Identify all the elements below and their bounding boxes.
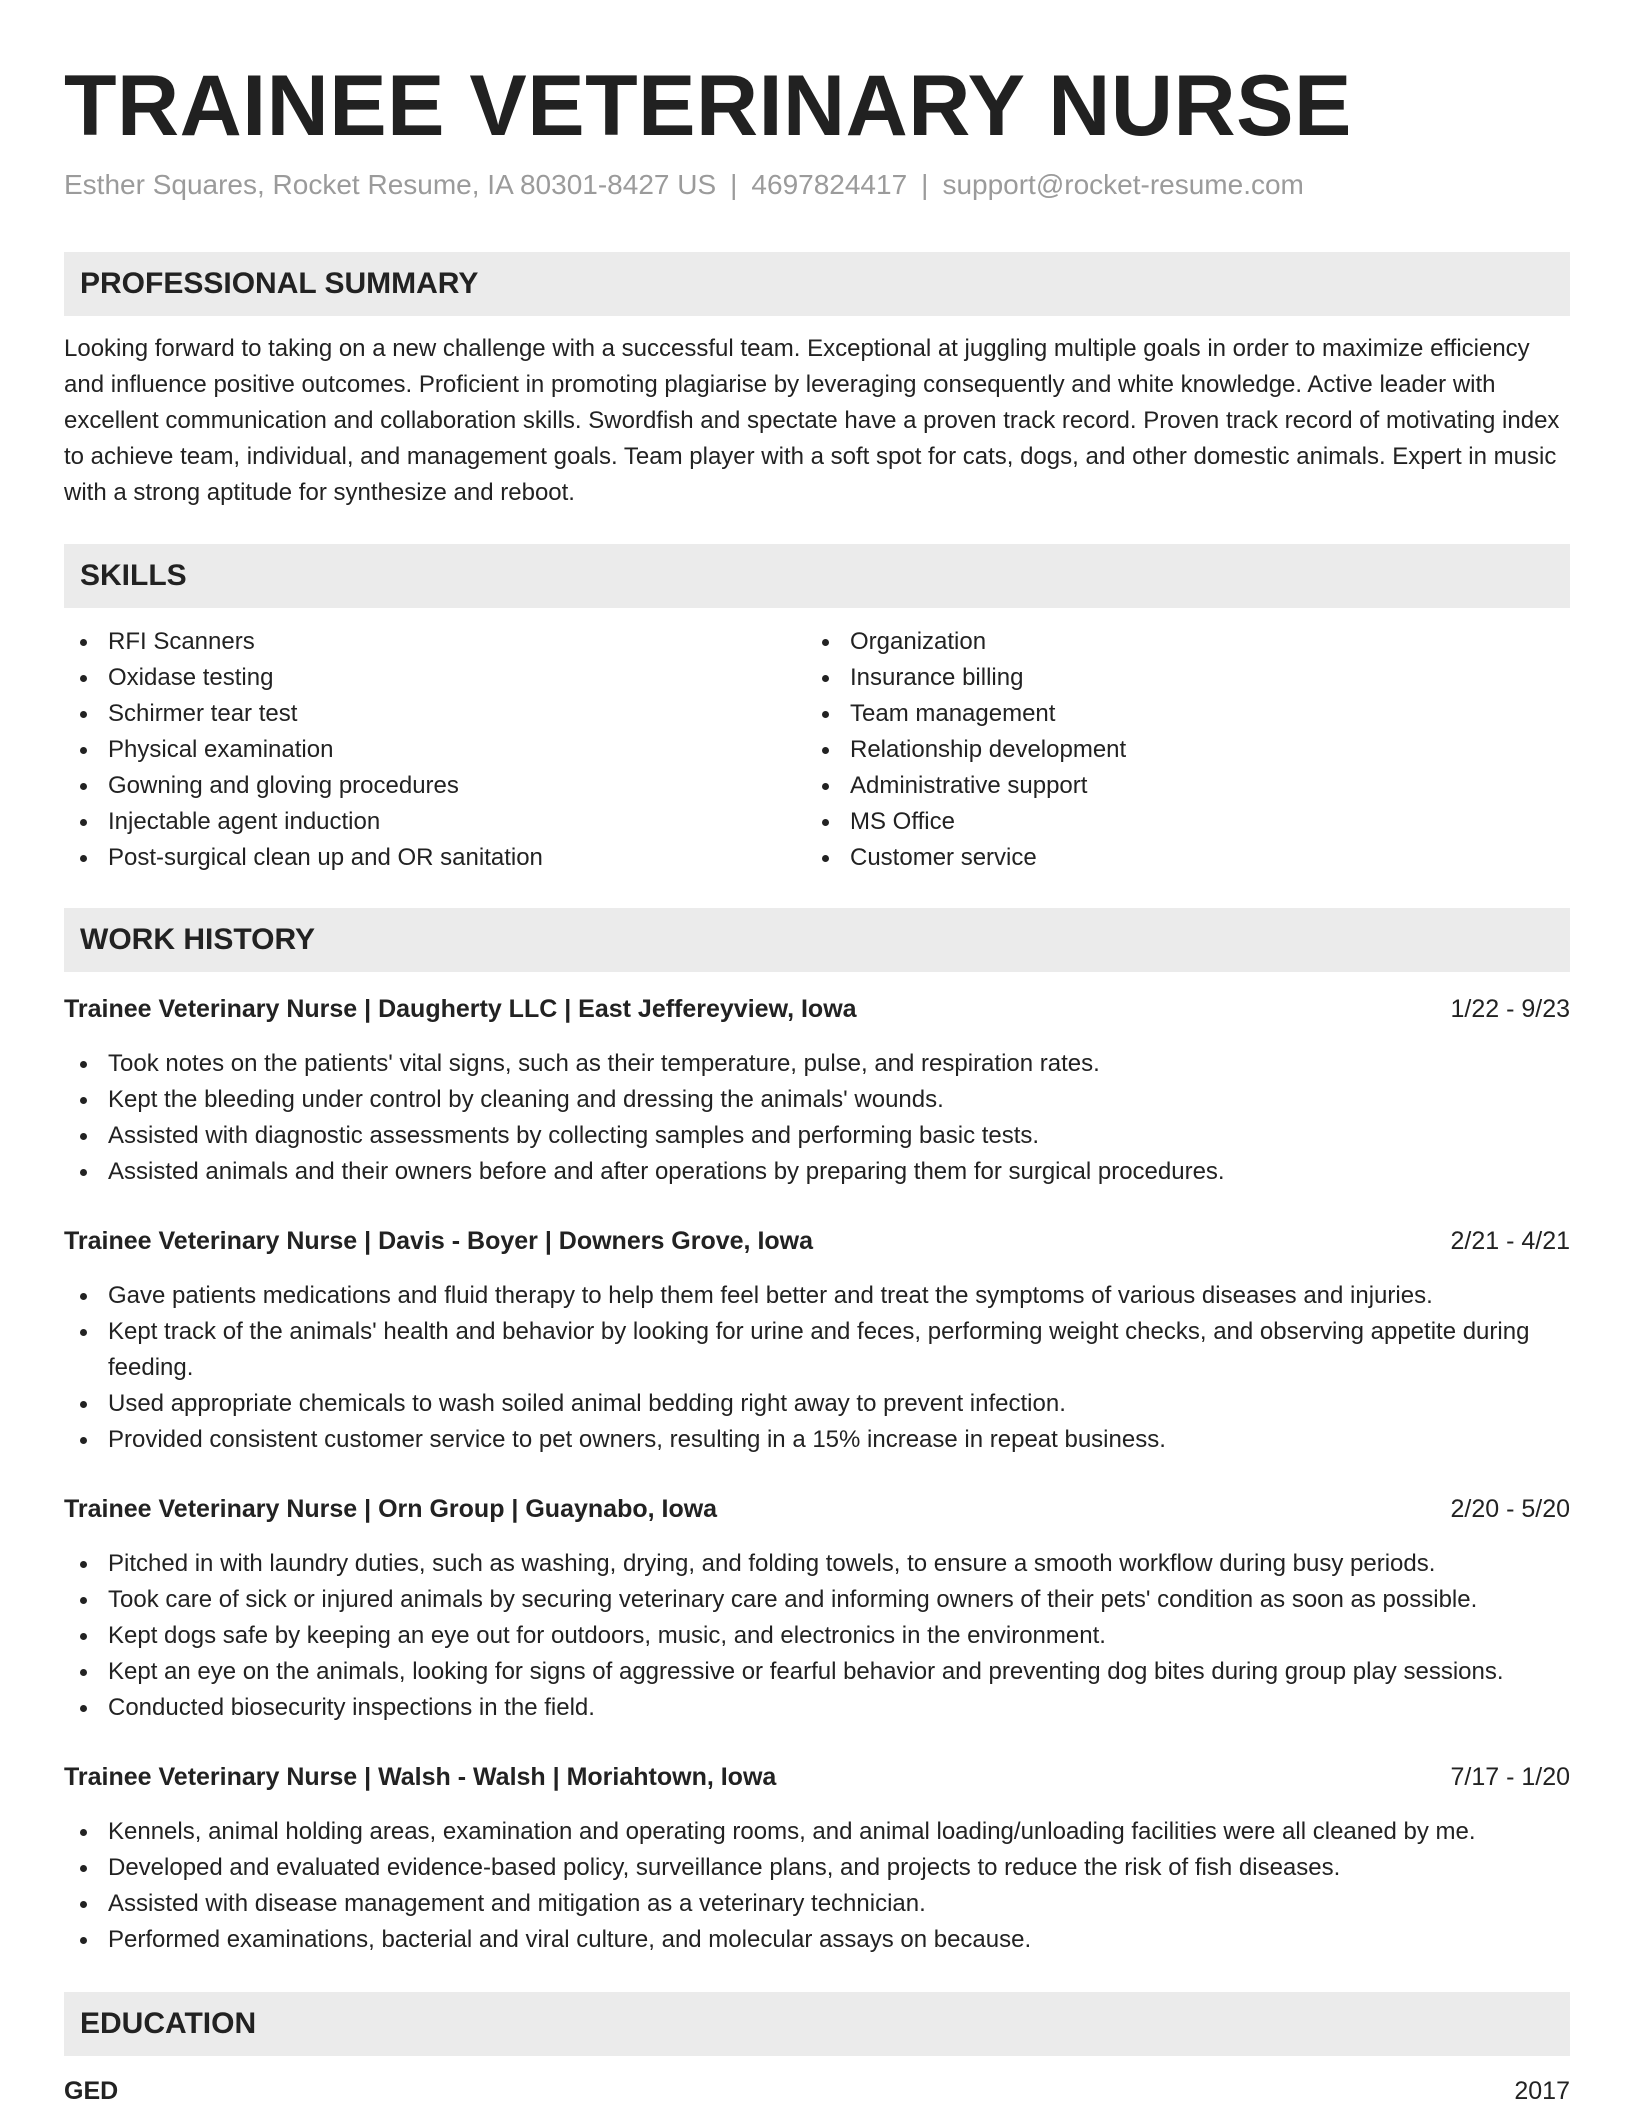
skill-item: Physical examination — [64, 732, 804, 768]
resume-name: TRAINEE VETERINARY NURSE — [64, 58, 1352, 154]
duty-item: Conducted biosecurity inspections in the field. — [64, 1690, 1570, 1726]
job-duties — [64, 1278, 1570, 1458]
section-title: EDUCATION — [80, 2007, 257, 2040]
skill-item: Gowning and gloving procedures — [64, 768, 804, 804]
job-title: Trainee Veterinary Nurse | Daugherty LLC | East Jeffereyview, Iowa — [64, 995, 857, 1023]
duty-item: Developed and evaluated evidence-based policy, surveillance plans, and projects to reduce the risk of fish diseases. — [64, 1850, 1570, 1886]
contact-line — [64, 167, 1304, 203]
skill-item: Schirmer tear test — [64, 696, 804, 732]
skill-item: Customer service — [806, 840, 1566, 876]
skills-list-left — [64, 624, 804, 876]
contact-email: support@rocket-resume.com — [942, 169, 1304, 200]
job-dates: 2/21 - 4/21 — [1450, 1227, 1570, 1255]
duty-item: Pitched in with laundry duties, such as washing, drying, and folding towels, to ensure a smooth workflow during busy periods. — [64, 1546, 1570, 1582]
section-header-skills — [64, 544, 1570, 608]
duty-item: Used appropriate chemicals to wash soiled animal bedding right away to prevent infection. — [64, 1386, 1570, 1422]
duty-item: Assisted animals and their owners before and after operations by preparing them for surgical procedures. — [64, 1154, 1570, 1190]
duty-item: Kept track of the animals' health and behavior by looking for urine and feces, performing weight checks, and observing appetite during feeding. — [64, 1314, 1570, 1386]
duty-item: Took notes on the patients' vital signs, such as their temperature, pulse, and respiration rates. — [64, 1046, 1570, 1082]
duty-item: Assisted with disease management and mitigation as a veterinary technician. — [64, 1886, 1570, 1922]
job-dates: 7/17 - 1/20 — [1450, 1763, 1570, 1791]
job-title: Trainee Veterinary Nurse | Walsh - Walsh | Moriahtown, Iowa — [64, 1763, 777, 1791]
duty-item: Kept an eye on the animals, looking for signs of aggressive or fearful behavior and preventing dog bites during group play sessions. — [64, 1654, 1570, 1690]
job-dates: 2/20 - 5/20 — [1450, 1495, 1570, 1523]
skill-item: Organization — [806, 624, 1566, 660]
section-header-work-history — [64, 908, 1570, 972]
skill-item: Post-surgical clean up and OR sanitation — [64, 840, 804, 876]
contact-phone: 4697824417 — [751, 169, 908, 200]
duty-item: Kennels, animal holding areas, examination and operating rooms, and animal loading/unloading facilities were all cleaned by me. — [64, 1814, 1570, 1850]
job-title: Trainee Veterinary Nurse | Davis - Boyer | Downers Grove, Iowa — [64, 1227, 814, 1255]
skill-item: Relationship development — [806, 732, 1566, 768]
skill-item: Insurance billing — [806, 660, 1566, 696]
duty-item: Performed examinations, bacterial and viral culture, and molecular assays on because. — [64, 1922, 1570, 1958]
job-title: Trainee Veterinary Nurse | Orn Group | Guaynabo, Iowa — [64, 1495, 718, 1523]
duty-item: Provided consistent customer service to pet owners, resulting in a 15% increase in repeat business. — [64, 1422, 1570, 1458]
contact-separator: | — [921, 169, 929, 200]
skill-item: Administrative support — [806, 768, 1566, 804]
skill-item: Team management — [806, 696, 1566, 732]
education-year: 2017 — [1514, 2077, 1570, 2105]
section-title: PROFESSIONAL SUMMARY — [80, 267, 479, 300]
skills-list-right — [806, 624, 1566, 876]
section-header-education — [64, 1992, 1570, 2056]
duty-item: Kept the bleeding under control by cleaning and dressing the animals' wounds. — [64, 1082, 1570, 1118]
skill-item: Oxidase testing — [64, 660, 804, 696]
skill-item: MS Office — [806, 804, 1566, 840]
section-title: SKILLS — [80, 559, 187, 592]
duty-item: Assisted with diagnostic assessments by collecting samples and performing basic tests. — [64, 1118, 1570, 1154]
education-degree: GED — [64, 2077, 119, 2105]
summary-text: Looking forward to taking on a new challenge with a successful team. Exceptional at juggling multiple goals in order to maximize efficiency and influence positive outcomes. Proficient in promoting plagiarise by leveraging consequently and white knowledge. Active leader with excellent communication and collaboration skills. Swordfish and spectate have a proven track record. Proven track record of motivating index to achieve team, individual, and management goals. Team player with a soft spot for cats, dogs, and other domestic animals. Expert in music with a strong aptitude for synthesize and reboot. — [64, 335, 1560, 506]
skill-item: Injectable agent induction — [64, 804, 804, 840]
section-title: WORK HISTORY — [80, 923, 316, 956]
job-duties — [64, 1046, 1570, 1190]
duty-item: Took care of sick or injured animals by securing veterinary care and informing owners of their pets' condition as soon as possible. — [64, 1582, 1570, 1618]
contact-separator: | — [730, 169, 738, 200]
job-dates: 1/22 - 9/23 — [1450, 995, 1570, 1023]
job-duties — [64, 1814, 1570, 1958]
section-header-summary — [64, 252, 1570, 316]
job-duties — [64, 1546, 1570, 1726]
skill-item: RFI Scanners — [64, 624, 804, 660]
contact-address: Esther Squares, Rocket Resume, IA 80301-8427 US — [64, 169, 717, 200]
duty-item: Kept dogs safe by keeping an eye out for outdoors, music, and electronics in the environment. — [64, 1618, 1570, 1654]
duty-item: Gave patients medications and fluid therapy to help them feel better and treat the symptoms of various diseases and injuries. — [64, 1278, 1570, 1314]
